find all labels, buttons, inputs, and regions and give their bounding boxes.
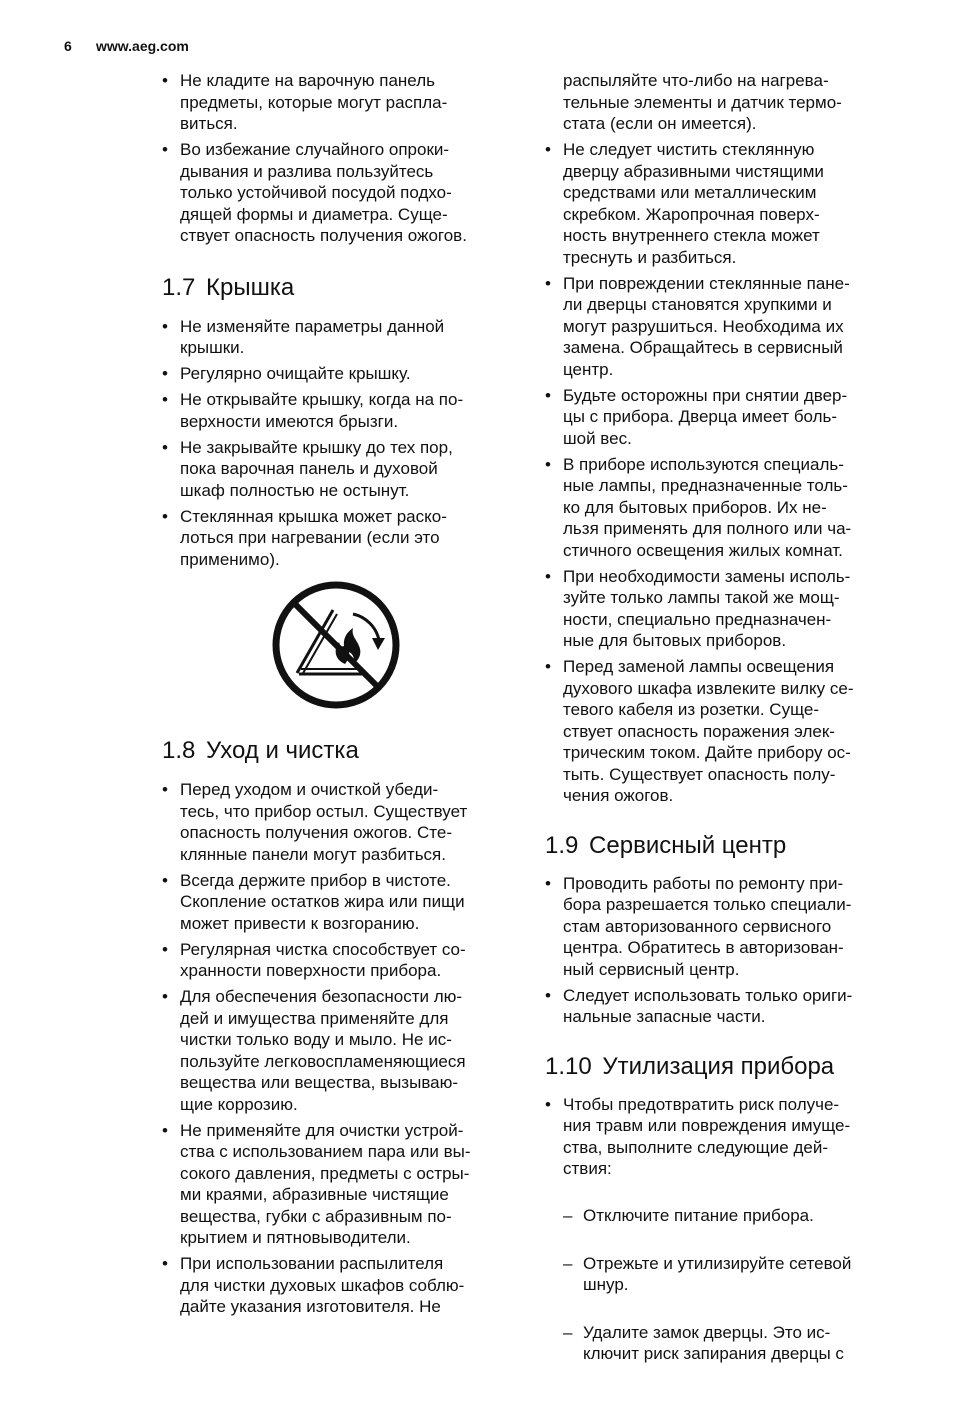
- list-item: • Не следует чистить стеклянную дверцу абразивными чистящими средствами или металлическим скребком. Жаропрочная поверх- ность внутреннего стекла может треснуть и разбиться.: [545, 139, 891, 268]
- right-column: [545, 70, 891, 1417]
- no-closing-lid-on-hot-hob-icon: [271, 580, 401, 710]
- list-item: • При использовании распылителя для чистки духовых шкафов соблю- дайте указания изготовителя. Не: [162, 1253, 508, 1318]
- section-title: Уход и чистка: [206, 737, 359, 764]
- sub-list-item: – Отключите питание прибора.: [545, 1205, 891, 1227]
- section-heading-1-9: [545, 831, 891, 861]
- page-number: 6: [64, 38, 72, 54]
- disposal-steps: [545, 1184, 891, 1391]
- list-item: • Перед уходом и очисткой убеди- тесь, что прибор остыл. Существует опасность получения ожогов. Сте- клянные панели могут разбиться.: [162, 779, 508, 865]
- care-cleaning-list: [162, 779, 508, 1318]
- list-item: • Во избежание случайного опроки- дывания и разлива пользуйтесь только устойчивой посудой подхо- дящей формы и диаметра. Суще- ствует опасность получения ожогов.: [162, 139, 508, 247]
- list-item: • Не изменяйте параметры данной крышки.: [162, 316, 508, 359]
- site-url: www.aeg.com: [96, 38, 189, 54]
- list-item: [545, 1094, 891, 1413]
- section-heading-1-8: [162, 736, 508, 766]
- intro-list: [162, 70, 508, 247]
- list-item: • Стеклянная крышка может раско- лоться при нагревании (если это применимо).: [162, 506, 508, 571]
- list-item: • Регулярная чистка способствует со- хранности поверхности прибора.: [162, 939, 508, 982]
- left-column: [162, 70, 508, 1322]
- care-cleaning-list-continued: [545, 139, 891, 807]
- list-item: • Не применяйте для очистки устрой- ства с использованием пара или вы- сокого давления, предметы с остры- ми краями, абразивные чистящие вещества, губки с абразивным по- крытием и пятновыводители.: [162, 1120, 508, 1249]
- list-item: • Всегда держите прибор в чистоте. Скопление остатков жира или пищи может привести к возгоранию.: [162, 870, 508, 935]
- list-item: • Проводить работы по ремонту при- бора разрешается только специали- стам авторизованного сервисного центра. Обратитесь в авторизован- ный сервисный центр.: [545, 873, 891, 981]
- list-item: • При необходимости замены исполь- зуйте только лампы такой же мощ- ности, специально предназначен- ные для бытовых приборов.: [545, 566, 891, 652]
- section-heading-1-7: [162, 273, 508, 303]
- list-item: • При повреждении стеклянные пане- ли дверцы становятся хрупкими и могут разрушиться. Необходима их замена. Обращайтесь в сервисный центр.: [545, 273, 891, 381]
- list-item: • Не кладите на варочную панель предметы, которые могут распла- виться.: [162, 70, 508, 135]
- section-title: Утилизация прибора: [602, 1052, 835, 1080]
- continued-text: распыляйте что-либо на нагрева- тельные элементы и датчик термо- стата (если он имеется).: [563, 71, 842, 133]
- section-heading-1-10: [545, 1052, 891, 1082]
- section-title: Крышка: [206, 273, 295, 301]
- service-list: [545, 873, 891, 1028]
- list-item: • В приборе используются специаль- ные лампы, предназначенные толь- ко для бытовых приборов. Их не- льзя применять для полного или ча- стичного освещения жилых комнат.: [545, 454, 891, 562]
- list-item-text: Чтобы предотвратить риск получе- ния травм или повреждения имуще- ства, выполните следующие дей- ствия:: [563, 1094, 851, 1178]
- lid-list: [162, 316, 508, 571]
- section-number: 1.10: [545, 1052, 592, 1080]
- list-item: • Перед заменой лампы освещения духового шкафа извлеките вилку се- тевого кабеля из розетки. Суще- ствует опасность поражения элек- трическим током. Дайте прибору ос- тыть. Существует опасность полу- чения ожогов.: [545, 656, 891, 807]
- sub-list-item: – Удалите замок дверцы. Это ис- ключит риск запирания дверцы с: [545, 1322, 891, 1365]
- section-number: 1.8: [162, 737, 196, 764]
- list-item: • Будьте осторожны при снятии двер- цы с прибора. Дверца имеет боль- шой вес.: [545, 385, 891, 450]
- list-item: • Не закрывайте крышку до тех пор, пока варочная панель и духовой шкаф полностью не остынут.: [162, 437, 508, 502]
- list-item: • Для обеспечения безопасности лю- дей и имущества применяйте для чистки только воду и мыло. Не ис- пользуйте легковоспламеняющиеся вещества или вещества, вызываю- щие коррозию.: [162, 986, 508, 1115]
- page-header: [64, 38, 189, 54]
- section-number: 1.7: [162, 273, 196, 301]
- section-title: Сервисный центр: [589, 831, 787, 859]
- sub-list-item: – Отрежьте и утилизируйте сетевой шнур.: [545, 1253, 891, 1296]
- list-item: • Регулярно очищайте крышку.: [162, 363, 508, 385]
- section-number: 1.9: [545, 831, 579, 859]
- list-item: • Не открывайте крышку, когда на по- верхности имеются брызги.: [162, 389, 508, 432]
- list-item: • Следует использовать только ориги- нальные запасные части.: [545, 985, 891, 1028]
- disposal-list: [545, 1094, 891, 1413]
